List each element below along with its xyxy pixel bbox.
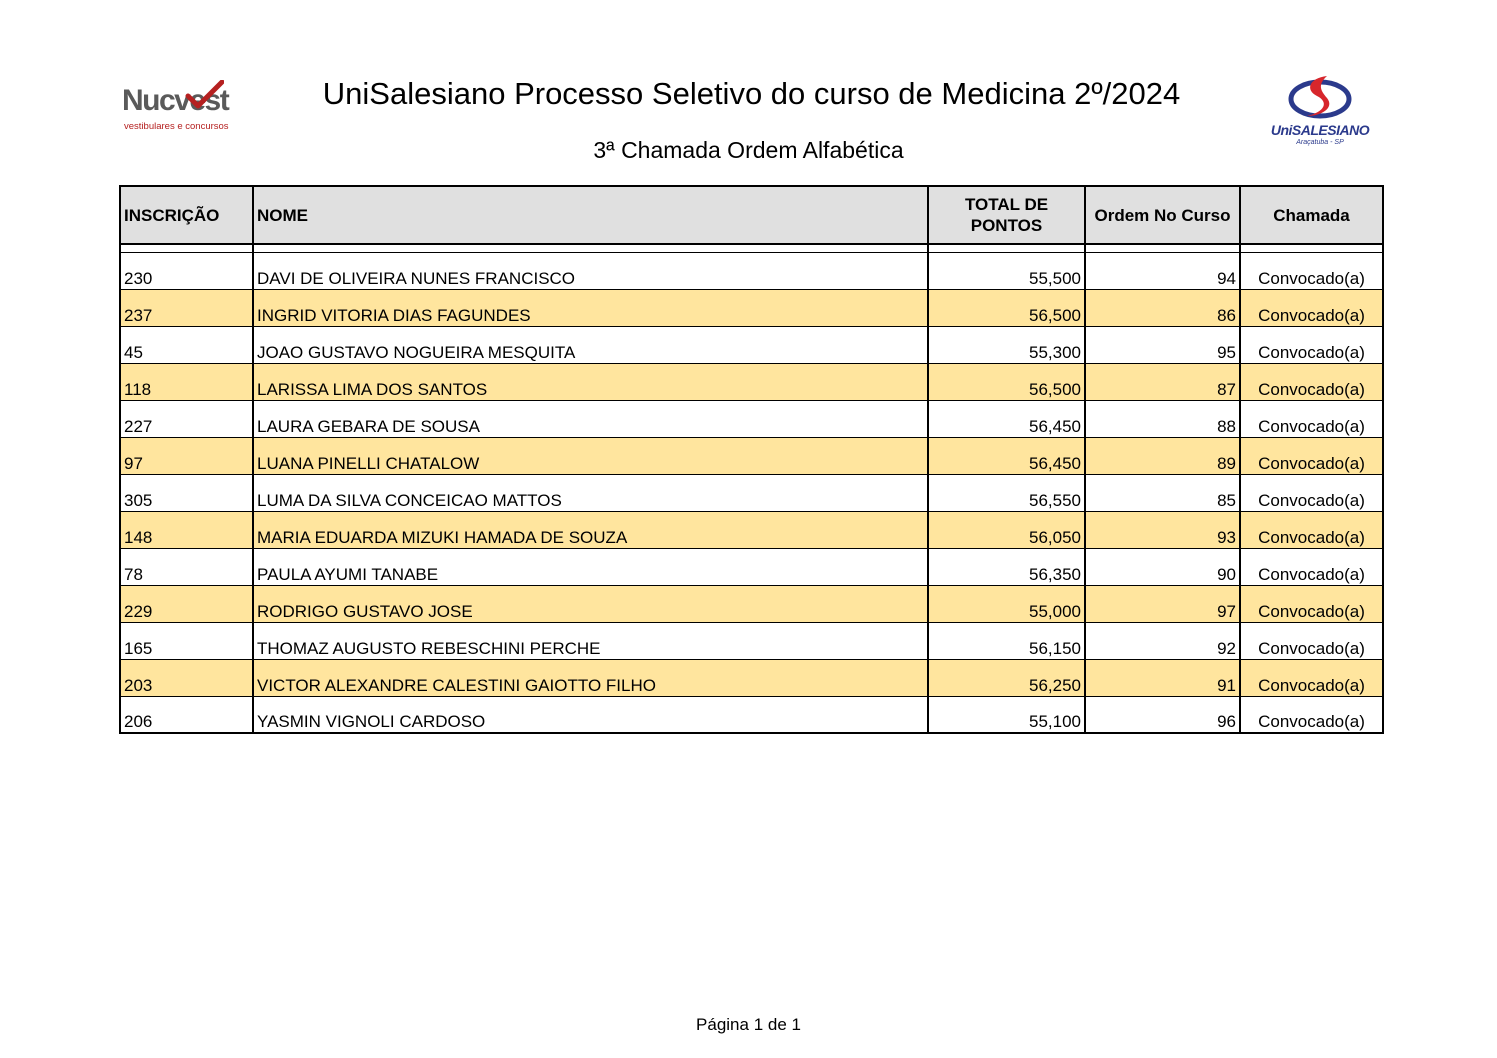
table-row [120,437,1383,474]
page-title: UniSalesiano Processo Seletivo do curso de Medicina 2º/2024 [322,76,1181,111]
cell-nome: DAVI DE OLIVEIRA NUNES FRANCISCO [253,252,928,289]
column-header-chamada: Chamada [1240,186,1383,244]
cell-nome: LARISSA LIMA DOS SANTOS [253,363,928,400]
cell-ordem: 85 [1085,474,1240,511]
cell-total-pontos: 55,000 [928,585,1085,622]
table-row [120,585,1383,622]
cell-ordem: 87 [1085,363,1240,400]
cell-ordem: 96 [1085,696,1240,733]
cell-inscricao: 203 [120,659,253,696]
cell-ordem: 94 [1085,252,1240,289]
page-number: Página 1 de 1 [696,1015,801,1034]
cell-total-pontos: 56,150 [928,622,1085,659]
cell-ordem: 95 [1085,326,1240,363]
cell-chamada: Convocado(a) [1240,585,1383,622]
table-row [120,400,1383,437]
table-row [120,548,1383,585]
cell-chamada: Convocado(a) [1240,289,1383,326]
cell-chamada: Convocado(a) [1240,252,1383,289]
cell-nome: THOMAZ AUGUSTO REBESCHINI PERCHE [253,622,928,659]
cell-inscricao: 305 [120,474,253,511]
nucvest-logo-text: Nucvest [122,84,229,117]
cell-ordem: 97 [1085,585,1240,622]
cell-nome: PAULA AYUMI TANABE [253,548,928,585]
unisalesiano-tagline: Araçatuba - SP [1296,139,1344,146]
cell-ordem: 93 [1085,511,1240,548]
cell-nome: YASMIN VIGNOLI CARDOSO [253,696,928,733]
cell-total-pontos: 56,450 [928,437,1085,474]
cell-total-pontos: 56,250 [928,659,1085,696]
cell-total-pontos: 56,350 [928,548,1085,585]
page-subtitle: 3ª Chamada Ordem Alfabética [593,137,904,163]
cell-inscricao: 230 [120,252,253,289]
cell-total-pontos: 55,100 [928,696,1085,733]
cell-ordem: 91 [1085,659,1240,696]
unisalesiano-emblem-icon [1287,72,1353,122]
table-row [120,363,1383,400]
cell-chamada: Convocado(a) [1240,363,1383,400]
unisalesiano-logo [1265,72,1375,152]
cell-inscricao: 97 [120,437,253,474]
unisalesiano-logo-text: UniSALESIANO [1270,122,1370,138]
cell-inscricao: 165 [120,622,253,659]
table-row [120,474,1383,511]
table-row [120,289,1383,326]
cell-nome: INGRID VITORIA DIAS FAGUNDES [253,289,928,326]
results-table [119,185,1384,734]
cell-chamada: Convocado(a) [1240,548,1383,585]
cell-total-pontos: 56,050 [928,511,1085,548]
cell-nome: LUANA PINELLI CHATALOW [253,437,928,474]
cell-ordem: 88 [1085,400,1240,437]
cell-inscricao: 229 [120,585,253,622]
column-header-total-pontos: TOTAL DE PONTOS [928,186,1085,244]
cell-inscricao: 227 [120,400,253,437]
cell-ordem: 92 [1085,622,1240,659]
cell-inscricao: 206 [120,696,253,733]
column-header-ordem-no-curso: Ordem No Curso [1085,186,1240,244]
table-spacer-row [120,244,1383,252]
cell-total-pontos: 56,450 [928,400,1085,437]
cell-nome: JOAO GUSTAVO NOGUEIRA MESQUITA [253,326,928,363]
cell-inscricao: 78 [120,548,253,585]
cell-ordem: 90 [1085,548,1240,585]
cell-inscricao: 237 [120,289,253,326]
cell-chamada: Convocado(a) [1240,326,1383,363]
cell-chamada: Convocado(a) [1240,622,1383,659]
table-row [120,326,1383,363]
cell-nome: RODRIGO GUSTAVO JOSE [253,585,928,622]
cell-nome: LAURA GEBARA DE SOUSA [253,400,928,437]
cell-inscricao: 118 [120,363,253,400]
cell-total-pontos: 55,500 [928,252,1085,289]
table-row [120,511,1383,548]
table-header-row [120,186,1383,244]
cell-chamada: Convocado(a) [1240,437,1383,474]
cell-chamada: Convocado(a) [1240,474,1383,511]
cell-chamada: Convocado(a) [1240,511,1383,548]
table-row [120,659,1383,696]
table-row [120,252,1383,289]
cell-chamada: Convocado(a) [1240,400,1383,437]
column-header-inscricao: INSCRIÇÃO [120,186,253,244]
cell-ordem: 86 [1085,289,1240,326]
cell-nome: LUMA DA SILVA CONCEICAO MATTOS [253,474,928,511]
cell-nome: VICTOR ALEXANDRE CALESTINI GAIOTTO FILHO [253,659,928,696]
cell-chamada: Convocado(a) [1240,659,1383,696]
table-row [120,696,1383,733]
cell-chamada: Convocado(a) [1240,696,1383,733]
column-header-nome: NOME [253,186,928,244]
cell-total-pontos: 56,500 [928,289,1085,326]
cell-total-pontos: 56,550 [928,474,1085,511]
cell-total-pontos: 56,500 [928,363,1085,400]
table-row [120,622,1383,659]
cell-nome: MARIA EDUARDA MIZUKI HAMADA DE SOUZA [253,511,928,548]
nucvest-tagline: vestibulares e concursos [124,121,229,132]
cell-inscricao: 148 [120,511,253,548]
cell-inscricao: 45 [120,326,253,363]
cell-total-pontos: 55,300 [928,326,1085,363]
cell-ordem: 89 [1085,437,1240,474]
